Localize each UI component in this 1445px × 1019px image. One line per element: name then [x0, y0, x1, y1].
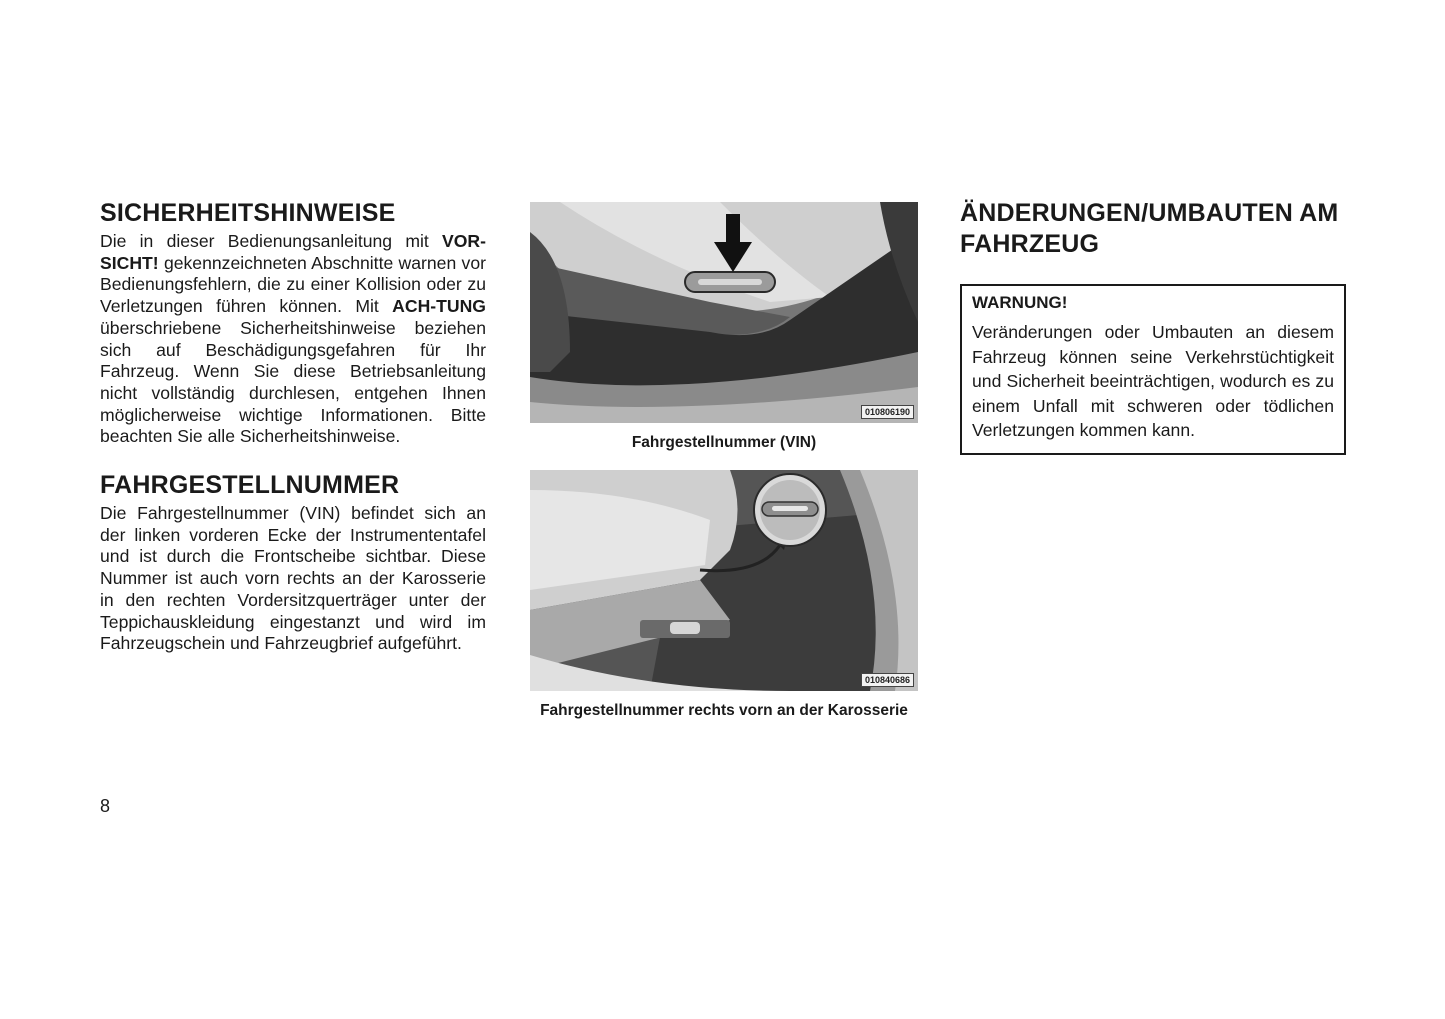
safety-bold-caution: VOR-SICHT! [100, 231, 486, 273]
safety-text-2: gekennzeichneten Abschnitte warnen vor Bedienungsfehlern, die zu einer Kollision oder zu Verletzungen führen können. Mit [100, 252, 486, 317]
warning-text: Veränderungen oder Umbauten an diesem Fahrzeug können seine Verkehrstüchtigkeit und Sicherheit beeinträchtigen, wodurch es zu einem Unfall mit schweren oder tödlichen Verletzungen kommen kann. [972, 322, 1334, 440]
safety-text-1: Die in dieser Bedienungsanleitung mit [100, 231, 443, 251]
figure-vin-seat [530, 470, 918, 691]
page-number: 8 [100, 796, 111, 816]
safety-text-3: überschriebene Sicherheitshinweise beziehen sich auf Beschädigungsgefahren für Ihr Fahrzeug. Wenn Sie diese Betriebsanleitung nicht vollständig durchlesen, entgehen Ihnen möglicherweise wichtige Informationen. Bitte beachten Sie alle Sicherheitshinweise. [100, 317, 486, 447]
figure-code: 010806190 [861, 405, 914, 419]
figures-column [530, 202, 918, 721]
vin-heading: FAHRGESTELLNUMMER [100, 471, 400, 500]
seat-vin-illustration [530, 470, 918, 691]
warning-title: WARNUNG! [972, 293, 1068, 312]
figure-code: 010840686 [861, 673, 914, 687]
warning-box [960, 284, 1346, 455]
dashboard-vin-illustration [530, 202, 918, 423]
safety-paragraph [100, 231, 486, 448]
modifications-heading: ÄNDERUNGEN/UMBAUTEN AM FAHRZEUG [960, 199, 1339, 258]
safety-heading: SICHERHEITSHINWEISE [100, 199, 396, 227]
figure-caption: Fahrgestellnummer (VIN) [631, 434, 817, 451]
safety-bold-attention: ACH-TUNG [392, 296, 486, 317]
vin-paragraph: Die Fahrgestellnummer (VIN) befindet sich an der linken vorderen Ecke der Instrumententafel und ist durch die Frontscheibe sichtbar. Diese Nummer ist auch vorn rechts an der Karosserie in den rechten Vordersitzquerträger unter der Teppichauskleidung eingestanzt und wird im Fahrzeugschein und Fahrzeugbrief aufgeführt. [100, 503, 486, 654]
figure-caption: Fahrgestellnummer rechts vorn an der Karosserie [540, 702, 908, 719]
left-column [100, 198, 486, 655]
figure-vin-dashboard [530, 202, 918, 423]
right-column [960, 198, 1346, 455]
